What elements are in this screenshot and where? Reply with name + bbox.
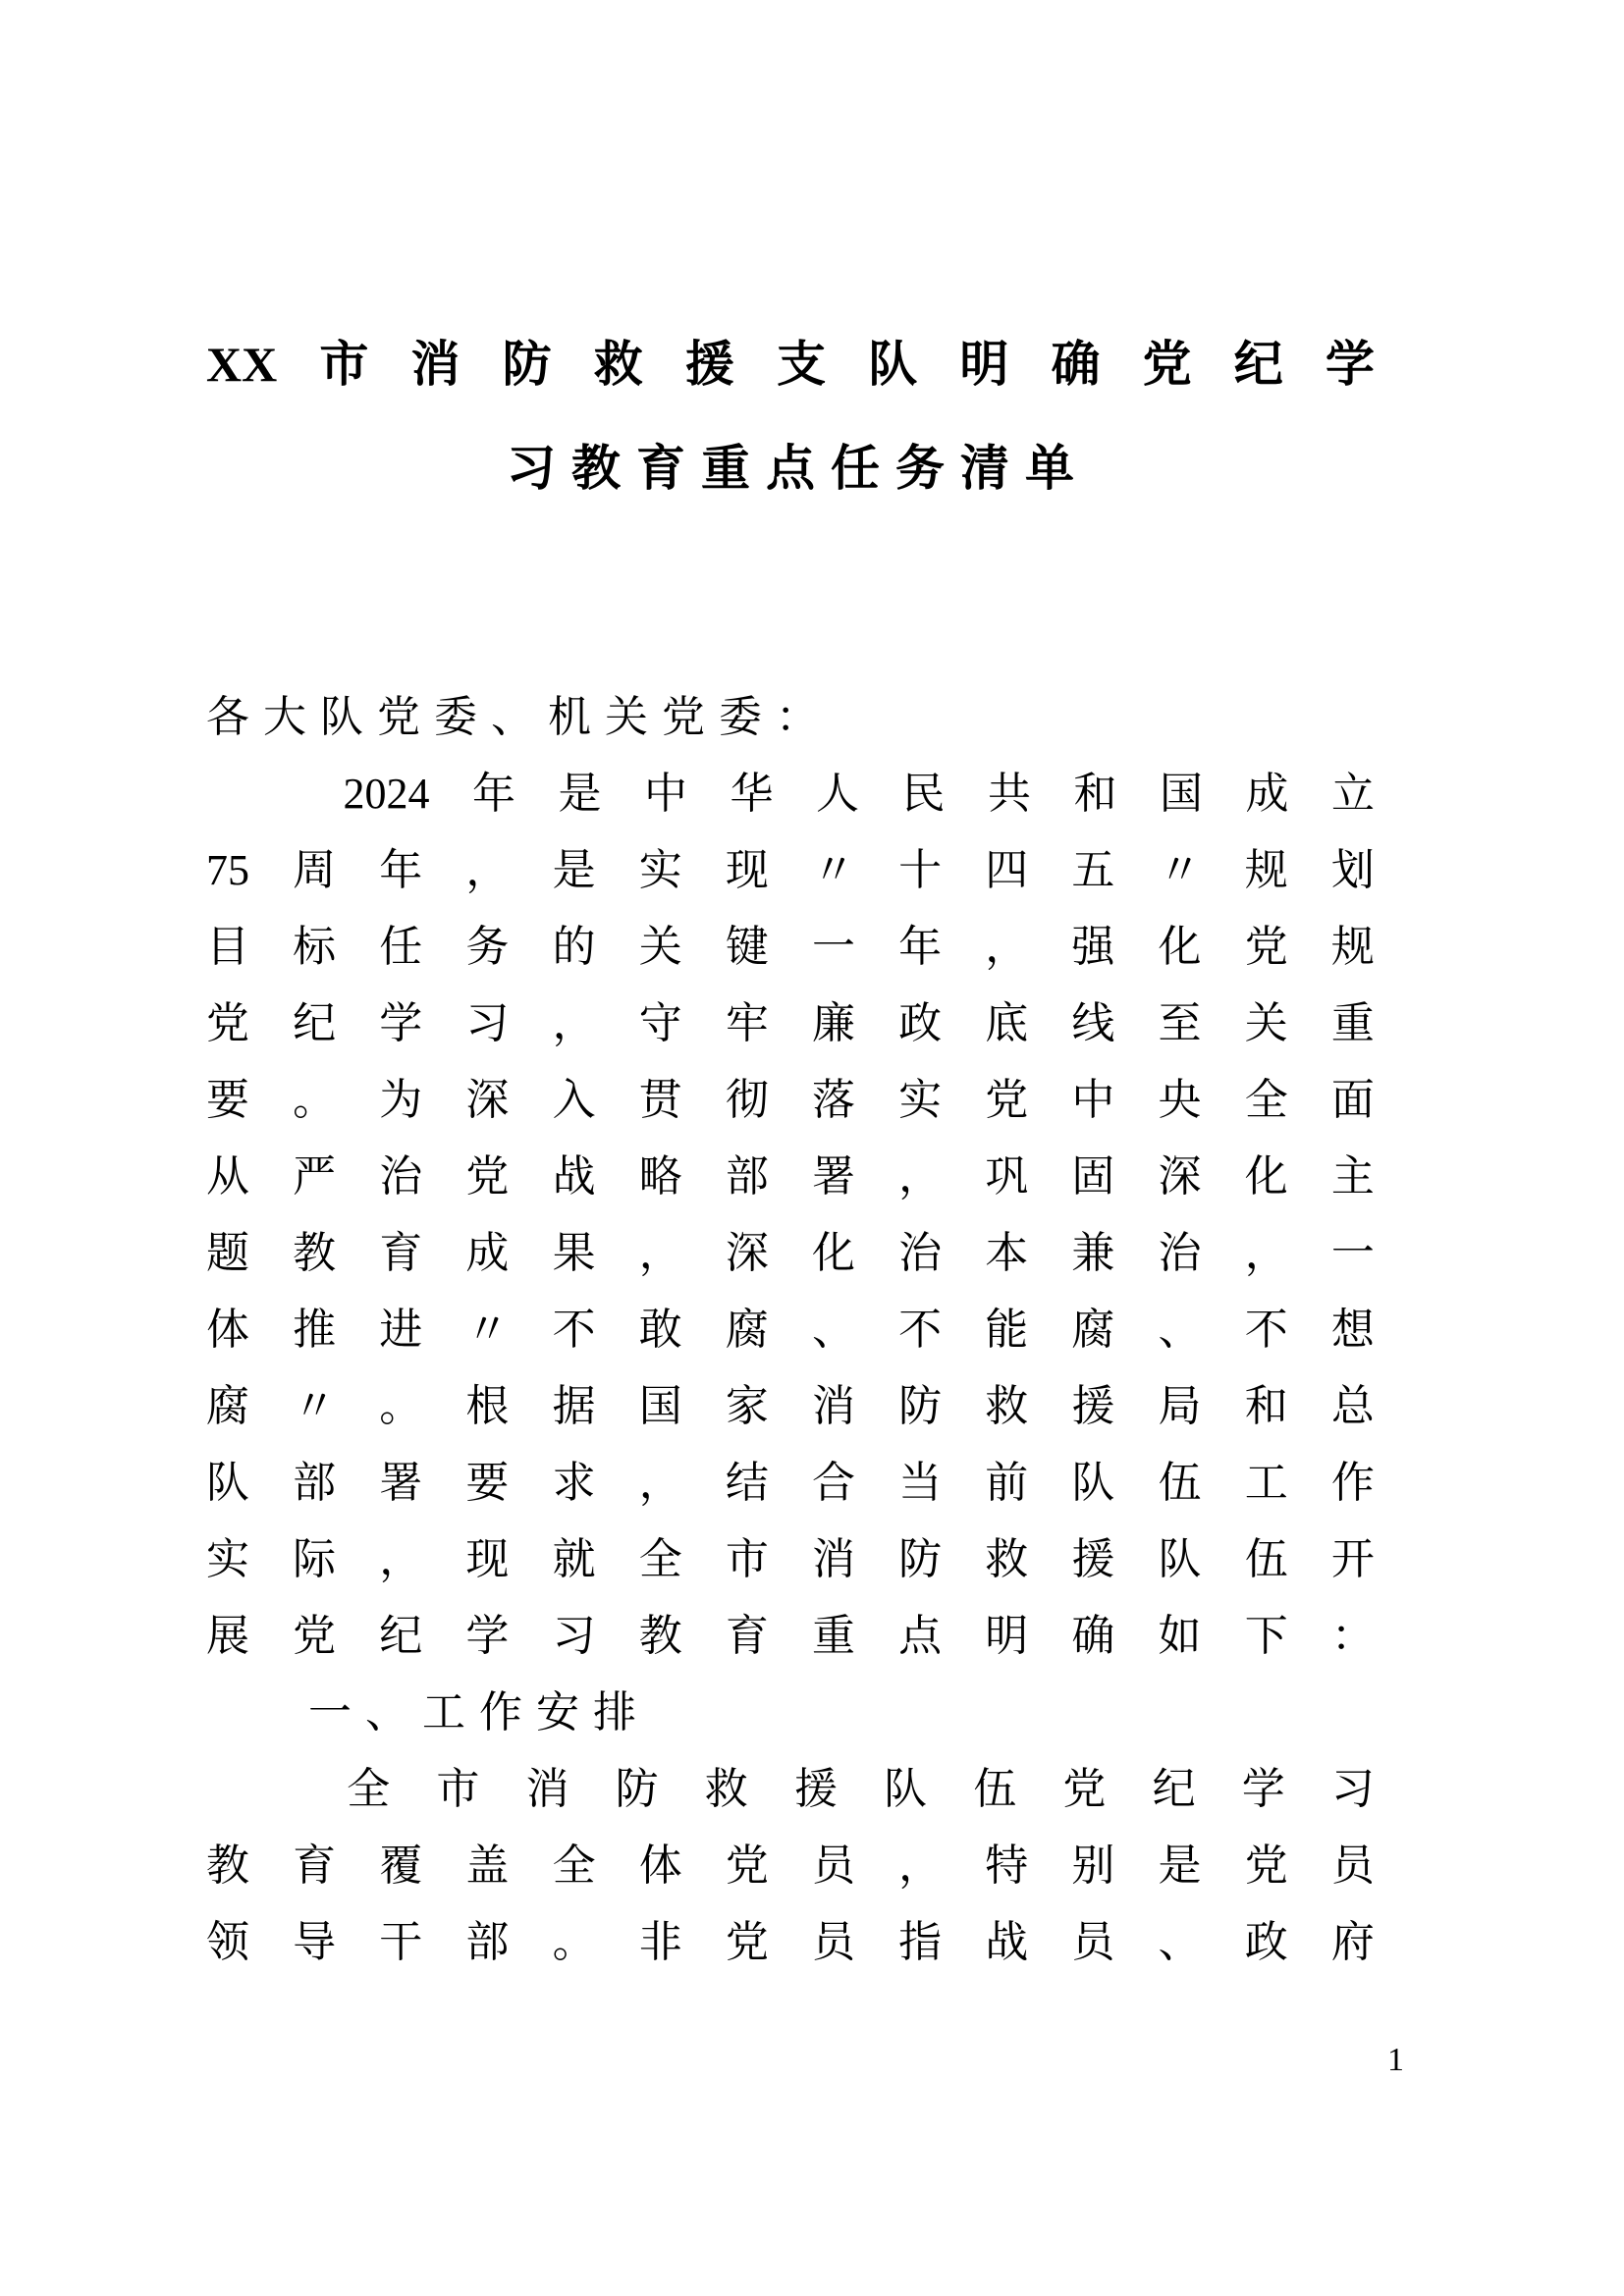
text-char: 键 bbox=[725, 923, 769, 971]
text-char: 十 bbox=[898, 846, 943, 894]
text-char: 实 bbox=[206, 1535, 249, 1583]
text-char: ： bbox=[1330, 1612, 1375, 1660]
text-char: 如 bbox=[1158, 1612, 1202, 1660]
text-char: 五 bbox=[1071, 846, 1115, 894]
text-char: 治 bbox=[1158, 1229, 1202, 1277]
text-char: 署 bbox=[379, 1459, 423, 1507]
text-char: 政 bbox=[898, 999, 943, 1047]
text-char: 家 bbox=[725, 1382, 769, 1430]
title-char: 队 bbox=[868, 337, 918, 392]
text-char: 规 bbox=[1330, 923, 1375, 971]
text-char: 〃 bbox=[465, 1306, 510, 1354]
title-char: XX bbox=[206, 337, 278, 392]
text-char: 关 bbox=[1244, 999, 1288, 1047]
text-char: 底 bbox=[985, 999, 1029, 1047]
text-char: 彻 bbox=[725, 1076, 769, 1124]
body-line bbox=[206, 1215, 1375, 1292]
page-number: 1 bbox=[1387, 2042, 1404, 2078]
text-char: 导 bbox=[293, 1918, 337, 1966]
text-char: 员 bbox=[811, 1842, 855, 1890]
text-char: 廉 bbox=[811, 999, 855, 1047]
text-char: 共 bbox=[988, 770, 1031, 818]
text-char: 援 bbox=[1071, 1535, 1115, 1583]
text-char: 消 bbox=[525, 1765, 569, 1813]
text-char: 全 bbox=[552, 1842, 596, 1890]
body-line bbox=[206, 1522, 1375, 1598]
text-char: 国 bbox=[638, 1382, 682, 1430]
text-char: 指 bbox=[898, 1918, 943, 1966]
text-char: 目 bbox=[206, 923, 249, 971]
text-char: 牢 bbox=[725, 999, 769, 1047]
text-char: ， bbox=[465, 846, 510, 894]
text-char: ， bbox=[552, 999, 596, 1047]
text-char: 点 bbox=[898, 1612, 943, 1660]
text-char: 规 bbox=[1244, 846, 1288, 894]
text-char: 员 bbox=[1071, 1918, 1115, 1966]
body-line bbox=[206, 909, 1375, 986]
text-char: 落 bbox=[811, 1076, 855, 1124]
text-char: 体 bbox=[206, 1306, 249, 1354]
text-char: 防 bbox=[898, 1535, 943, 1583]
text-char: 消 bbox=[811, 1382, 855, 1430]
text-char: 腐 bbox=[206, 1382, 249, 1430]
text-char: 化 bbox=[1244, 1152, 1288, 1201]
title-char: 学 bbox=[1325, 337, 1375, 392]
body-line bbox=[206, 1828, 1375, 1904]
text-char: 市 bbox=[725, 1535, 769, 1583]
text-char: 、 bbox=[1158, 1306, 1202, 1354]
text-char: 成 bbox=[1245, 770, 1289, 818]
text-char: 强 bbox=[1071, 923, 1115, 971]
text-char: 育 bbox=[725, 1612, 769, 1660]
title-char: 援 bbox=[684, 337, 734, 392]
text-char: 党 bbox=[206, 999, 249, 1047]
text-char: 务 bbox=[465, 923, 510, 971]
text-char: 前 bbox=[985, 1459, 1029, 1507]
text-char: 部 bbox=[293, 1459, 337, 1507]
text-char: ， bbox=[985, 923, 1029, 971]
text-char: 教 bbox=[638, 1612, 682, 1660]
text-char: 下 bbox=[1244, 1612, 1288, 1660]
body-line bbox=[206, 1751, 1375, 1828]
body-line bbox=[206, 1598, 1375, 1675]
text-char: 局 bbox=[1158, 1382, 1202, 1430]
text-char: 救 bbox=[704, 1765, 748, 1813]
body-line bbox=[206, 1368, 1375, 1445]
text-char: 化 bbox=[811, 1229, 855, 1277]
text-char: 市 bbox=[436, 1765, 480, 1813]
text-char: 根 bbox=[465, 1382, 510, 1430]
text-char: 实 bbox=[898, 1076, 943, 1124]
body-line bbox=[206, 1904, 1375, 1981]
text-char: 〃 bbox=[1158, 846, 1202, 894]
text-char: 教 bbox=[206, 1842, 249, 1890]
text-char: 想 bbox=[1330, 1306, 1375, 1354]
text-char: 不 bbox=[1244, 1306, 1288, 1354]
text-char: 伍 bbox=[1244, 1535, 1288, 1583]
text-char: 援 bbox=[1071, 1382, 1115, 1430]
text-char: 任 bbox=[379, 923, 423, 971]
text-char: 要 bbox=[206, 1076, 249, 1124]
title-char: 市 bbox=[319, 337, 369, 392]
text-char: 不 bbox=[552, 1306, 596, 1354]
text-char: 中 bbox=[1071, 1076, 1115, 1124]
text-char: 和 bbox=[1244, 1382, 1288, 1430]
title-char: 防 bbox=[502, 337, 552, 392]
text-char: 敢 bbox=[638, 1306, 682, 1354]
text-char: 员 bbox=[1330, 1842, 1375, 1890]
text-char: 略 bbox=[638, 1152, 682, 1201]
text-char: 政 bbox=[1244, 1918, 1288, 1966]
text-char: 现 bbox=[465, 1535, 510, 1583]
text-char: 和 bbox=[1073, 770, 1117, 818]
text-char: 党 bbox=[1244, 1842, 1288, 1890]
text-char: 队 bbox=[1071, 1459, 1115, 1507]
text-char: 学 bbox=[379, 999, 423, 1047]
text-char: 合 bbox=[811, 1459, 855, 1507]
text-char: 育 bbox=[379, 1229, 423, 1277]
text-char: 民 bbox=[901, 770, 946, 818]
text-char: 人 bbox=[816, 770, 859, 818]
text-char: 关 bbox=[638, 923, 682, 971]
text-char: 深 bbox=[465, 1076, 510, 1124]
text-char: 立 bbox=[1331, 770, 1375, 818]
text-char: ， bbox=[898, 1842, 943, 1890]
numeral-run: 75 bbox=[206, 846, 249, 894]
text-char: 就 bbox=[552, 1535, 596, 1583]
text-char: 治 bbox=[379, 1152, 423, 1201]
text-char: 全 bbox=[347, 1765, 391, 1813]
text-char: 深 bbox=[1158, 1152, 1202, 1201]
text-char: 纪 bbox=[379, 1612, 423, 1660]
text-char: 习 bbox=[552, 1612, 596, 1660]
text-char: 华 bbox=[730, 770, 774, 818]
text-char: 学 bbox=[1241, 1765, 1285, 1813]
text-char: 为 bbox=[379, 1076, 423, 1124]
text-char: 央 bbox=[1158, 1076, 1202, 1124]
text-char: 要 bbox=[465, 1459, 510, 1507]
text-char: 伍 bbox=[1158, 1459, 1202, 1507]
body-line bbox=[206, 1445, 1375, 1522]
text-char: 总 bbox=[1330, 1382, 1375, 1430]
text-char: 化 bbox=[1158, 923, 1202, 971]
title-char: 明 bbox=[959, 337, 1009, 392]
text-char: 〃 bbox=[811, 846, 855, 894]
text-char: 主 bbox=[1330, 1152, 1375, 1201]
text-char: 防 bbox=[898, 1382, 943, 1430]
text-char: 党 bbox=[725, 1918, 769, 1966]
text-char: 中 bbox=[644, 770, 687, 818]
text-char: 本 bbox=[985, 1229, 1029, 1277]
text-char: 深 bbox=[725, 1229, 769, 1277]
text-char: 党 bbox=[725, 1842, 769, 1890]
text-char: 际 bbox=[293, 1535, 337, 1583]
text-char: 工 bbox=[1244, 1459, 1288, 1507]
text-char: 教 bbox=[293, 1229, 337, 1277]
text-char: 署 bbox=[811, 1152, 855, 1201]
text-char: 兼 bbox=[1071, 1229, 1115, 1277]
text-char: 严 bbox=[293, 1152, 337, 1201]
text-char: ， bbox=[638, 1229, 682, 1277]
body-line bbox=[206, 986, 1375, 1062]
text-char: 贯 bbox=[638, 1076, 682, 1124]
text-char: 一 bbox=[811, 923, 855, 971]
text-char: 守 bbox=[638, 999, 682, 1047]
text-char: 年 bbox=[379, 846, 423, 894]
body-line bbox=[206, 832, 1375, 909]
text-char: 员 bbox=[811, 1918, 855, 1966]
text-char: 是 bbox=[552, 846, 596, 894]
text-char: 党 bbox=[1244, 923, 1288, 971]
text-char: 。 bbox=[379, 1382, 423, 1430]
text-char: 〃 bbox=[293, 1382, 337, 1430]
text-char: 部 bbox=[725, 1152, 769, 1201]
document-body bbox=[206, 679, 1375, 1981]
text-char: 。 bbox=[293, 1076, 337, 1124]
document-title bbox=[206, 312, 1375, 520]
text-char: 展 bbox=[206, 1612, 249, 1660]
text-char: 非 bbox=[638, 1918, 682, 1966]
text-char: 一 bbox=[1330, 1229, 1375, 1277]
text-char: 重 bbox=[1330, 999, 1375, 1047]
text-char: 巩 bbox=[985, 1152, 1029, 1201]
text-char: 不 bbox=[898, 1306, 943, 1354]
text-char: 队 bbox=[884, 1765, 928, 1813]
text-char: 国 bbox=[1160, 770, 1203, 818]
text-char: ， bbox=[379, 1535, 423, 1583]
text-char: ， bbox=[1244, 1229, 1288, 1277]
text-char: 别 bbox=[1071, 1842, 1115, 1890]
text-char: 成 bbox=[465, 1229, 510, 1277]
text-char: 腐 bbox=[1071, 1306, 1115, 1354]
text-char: 能 bbox=[985, 1306, 1029, 1354]
title-char: 支 bbox=[777, 337, 827, 392]
text-char: 进 bbox=[379, 1306, 423, 1354]
text-char: 推 bbox=[293, 1306, 337, 1354]
text-char: 伍 bbox=[973, 1765, 1017, 1813]
text-char: 题 bbox=[206, 1229, 249, 1277]
text-char: 队 bbox=[1158, 1535, 1202, 1583]
text-char: 划 bbox=[1330, 846, 1375, 894]
text-char: 、 bbox=[1158, 1918, 1202, 1966]
text-char: 盖 bbox=[465, 1842, 510, 1890]
text-char: 现 bbox=[725, 846, 769, 894]
text-char: 纪 bbox=[293, 999, 337, 1047]
text-char: 干 bbox=[379, 1918, 423, 1966]
text-char: 标 bbox=[293, 923, 337, 971]
text-char: 部 bbox=[465, 1918, 510, 1966]
title-char: 党 bbox=[1142, 337, 1192, 392]
text-char: 腐 bbox=[725, 1306, 769, 1354]
section-heading: 一、工作安排 bbox=[308, 1688, 650, 1736]
text-char: ， bbox=[898, 1152, 943, 1201]
text-char: 治 bbox=[898, 1229, 943, 1277]
text-char: 队 bbox=[206, 1459, 249, 1507]
text-char: 育 bbox=[293, 1842, 337, 1890]
text-char: 防 bbox=[615, 1765, 659, 1813]
text-char: 求 bbox=[552, 1459, 596, 1507]
text-char: ， bbox=[638, 1459, 682, 1507]
text-char: 党 bbox=[465, 1152, 510, 1201]
text-char: 线 bbox=[1071, 999, 1115, 1047]
text-char: 果 bbox=[552, 1229, 596, 1277]
body-line bbox=[206, 756, 1375, 832]
text-char: 特 bbox=[985, 1842, 1029, 1890]
text-char: 救 bbox=[985, 1535, 1029, 1583]
text-char: 固 bbox=[1071, 1152, 1115, 1201]
text-char: 年 bbox=[898, 923, 943, 971]
title-char: 纪 bbox=[1233, 337, 1283, 392]
text-char: 重 bbox=[811, 1612, 855, 1660]
text-char: 党 bbox=[293, 1612, 337, 1660]
text-char: 是 bbox=[1158, 1842, 1202, 1890]
text-char: 四 bbox=[985, 846, 1029, 894]
title-char: 确 bbox=[1051, 337, 1101, 392]
text-char: 学 bbox=[465, 1612, 510, 1660]
text-char: 是 bbox=[558, 770, 602, 818]
text-char: 开 bbox=[1330, 1535, 1375, 1583]
text-char: 救 bbox=[985, 1382, 1029, 1430]
numeral-run: 2024 bbox=[343, 770, 430, 818]
text-char: 实 bbox=[638, 846, 682, 894]
text-char: 府 bbox=[1330, 1918, 1375, 1966]
title-char: 消 bbox=[410, 337, 460, 392]
text-char: 纪 bbox=[1152, 1765, 1196, 1813]
text-char: 、 bbox=[811, 1306, 855, 1354]
text-char: 战 bbox=[985, 1918, 1029, 1966]
text-char: 当 bbox=[898, 1459, 943, 1507]
text-char: 的 bbox=[552, 923, 596, 971]
text-char: 体 bbox=[638, 1842, 682, 1890]
title-line-2: 习教育重点任务清单 bbox=[507, 441, 1090, 496]
text-char: 习 bbox=[1330, 1765, 1375, 1813]
text-char: 党 bbox=[1062, 1765, 1107, 1813]
title-line-1 bbox=[206, 312, 1375, 416]
body-line bbox=[206, 1292, 1375, 1368]
body-line: 各大队党委、机关党委： bbox=[206, 693, 833, 741]
text-char: 确 bbox=[1071, 1612, 1115, 1660]
text-char: 消 bbox=[811, 1535, 855, 1583]
text-char: 全 bbox=[638, 1535, 682, 1583]
text-char: 党 bbox=[985, 1076, 1029, 1124]
text-char: 全 bbox=[1244, 1076, 1288, 1124]
text-char: 领 bbox=[206, 1918, 249, 1966]
text-char: 从 bbox=[206, 1152, 249, 1201]
text-char: 周 bbox=[293, 846, 337, 894]
text-char: 年 bbox=[472, 770, 515, 818]
text-char: 习 bbox=[465, 999, 510, 1047]
text-char: 作 bbox=[1330, 1459, 1375, 1507]
text-char: 明 bbox=[985, 1612, 1029, 1660]
text-char: 。 bbox=[552, 1918, 596, 1966]
text-char: 覆 bbox=[379, 1842, 423, 1890]
text-char: 援 bbox=[793, 1765, 838, 1813]
title-char: 救 bbox=[593, 337, 643, 392]
body-line bbox=[206, 1139, 1375, 1215]
text-char: 入 bbox=[552, 1076, 596, 1124]
text-char: 至 bbox=[1158, 999, 1202, 1047]
body-line bbox=[206, 1062, 1375, 1139]
text-char: 结 bbox=[725, 1459, 769, 1507]
text-char: 面 bbox=[1330, 1076, 1375, 1124]
text-char: 战 bbox=[552, 1152, 596, 1201]
text-char: 据 bbox=[552, 1382, 596, 1430]
